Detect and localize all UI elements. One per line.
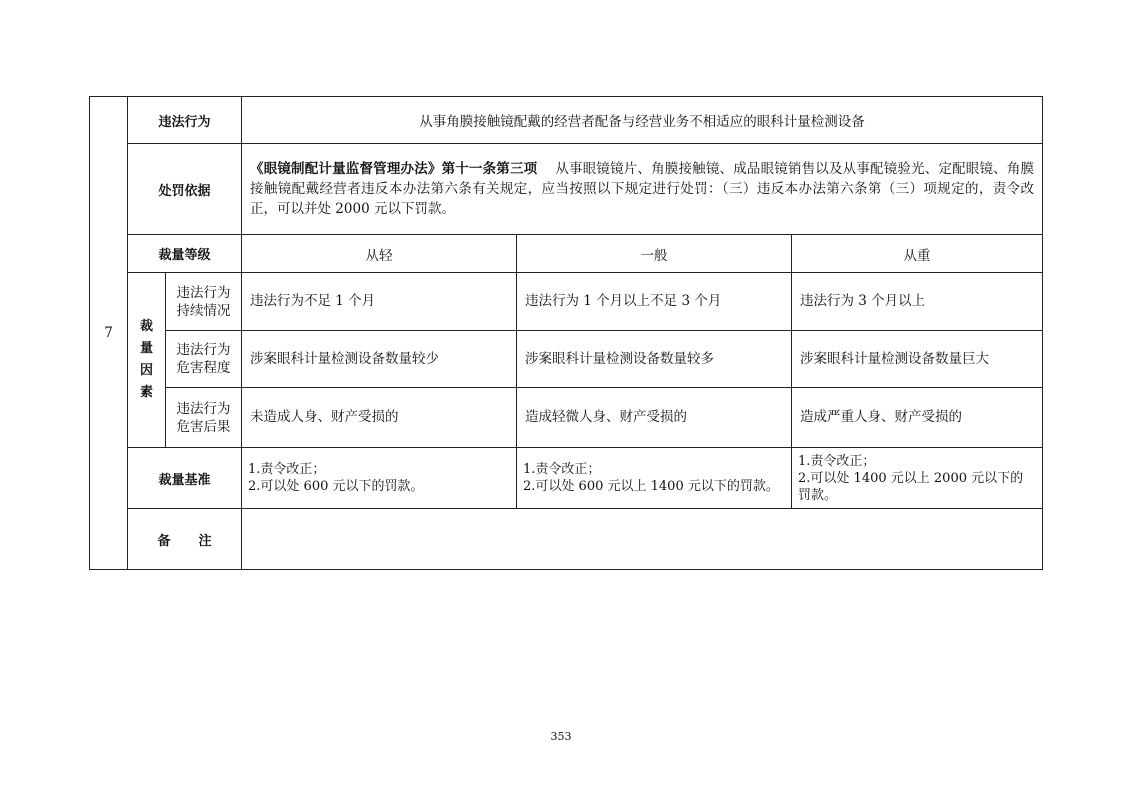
factor-cell: 涉案眼科计量检测设备数量较多 [517, 331, 792, 388]
remark-label: 备 注 [128, 509, 242, 570]
factor-cell: 造成轻微人身、财产受损的 [517, 388, 792, 448]
benchmark-light: 1.责令改正； 2.可以处 600 元以下的罚款。 [242, 448, 517, 509]
factor-row-consequence [90, 388, 1043, 448]
basis-cell [242, 144, 1043, 235]
factor-cell: 违法行为 1 个月以上不足 3 个月 [517, 273, 792, 331]
penalty-discretion-table [89, 96, 1043, 570]
basis-text: 从事眼镜镜片、角膜接触镜、成品眼镜销售以及从事配镜验光、定配眼镜、角膜接触镜配戴经营者违反本办法第六条有关规定，应当按照以下规定进行处罚：（三）违反本办法第六条第（三）项规定的，责令改正，可以并处 2000 元以下罚款。 [250, 161, 1035, 217]
factor-cell: 涉案眼科计量检测设备数量巨大 [792, 331, 1043, 388]
benchmark-heavy: 1.责令改正； 2.可以处 1400 元以上 2000 元以下的 罚款。 [792, 448, 1043, 509]
factor-cell: 涉案眼科计量检测设备数量较少 [242, 331, 517, 388]
level-normal: 一般 [517, 235, 792, 273]
remark-row [90, 509, 1043, 570]
benchmark-row [90, 448, 1043, 509]
factors-label: 裁 量 因 素 [128, 273, 166, 448]
factor-name-consequence: 违法行为 危害后果 [166, 388, 242, 448]
factor-cell: 违法行为不足 1 个月 [242, 273, 517, 331]
factor-cell: 违法行为 3 个月以上 [792, 273, 1043, 331]
violation-label: 违法行为 [128, 97, 242, 144]
factor-name-severity: 违法行为 危害程度 [166, 331, 242, 388]
factor-cell: 未造成人身、财产受损的 [242, 388, 517, 448]
level-row [90, 235, 1043, 273]
remark-cell [242, 509, 1043, 570]
benchmark-label: 裁量基准 [128, 448, 242, 509]
level-label: 裁量等级 [128, 235, 242, 273]
factor-row-duration [90, 273, 1043, 331]
factor-cell: 造成严重人身、财产受损的 [792, 388, 1043, 448]
level-heavy: 从重 [792, 235, 1043, 273]
basis-label: 处罚依据 [128, 144, 242, 235]
factor-row-severity [90, 331, 1043, 388]
violation-text: 从事角膜接触镜配戴的经营者配备与经营业务不相适应的眼科计量检测设备 [242, 97, 1043, 144]
row-index: 7 [90, 97, 128, 570]
basis-law: 《眼镜制配计量监督管理办法》第十一条第三项 [250, 161, 538, 177]
page-number: 353 [550, 730, 572, 743]
benchmark-normal: 1.责令改正； 2.可以处 600 元以上 1400 元以下的罚款。 [517, 448, 792, 509]
factor-name-duration: 违法行为 持续情况 [166, 273, 242, 331]
violation-row [90, 97, 1043, 144]
level-light: 从轻 [242, 235, 517, 273]
basis-row [90, 144, 1043, 235]
